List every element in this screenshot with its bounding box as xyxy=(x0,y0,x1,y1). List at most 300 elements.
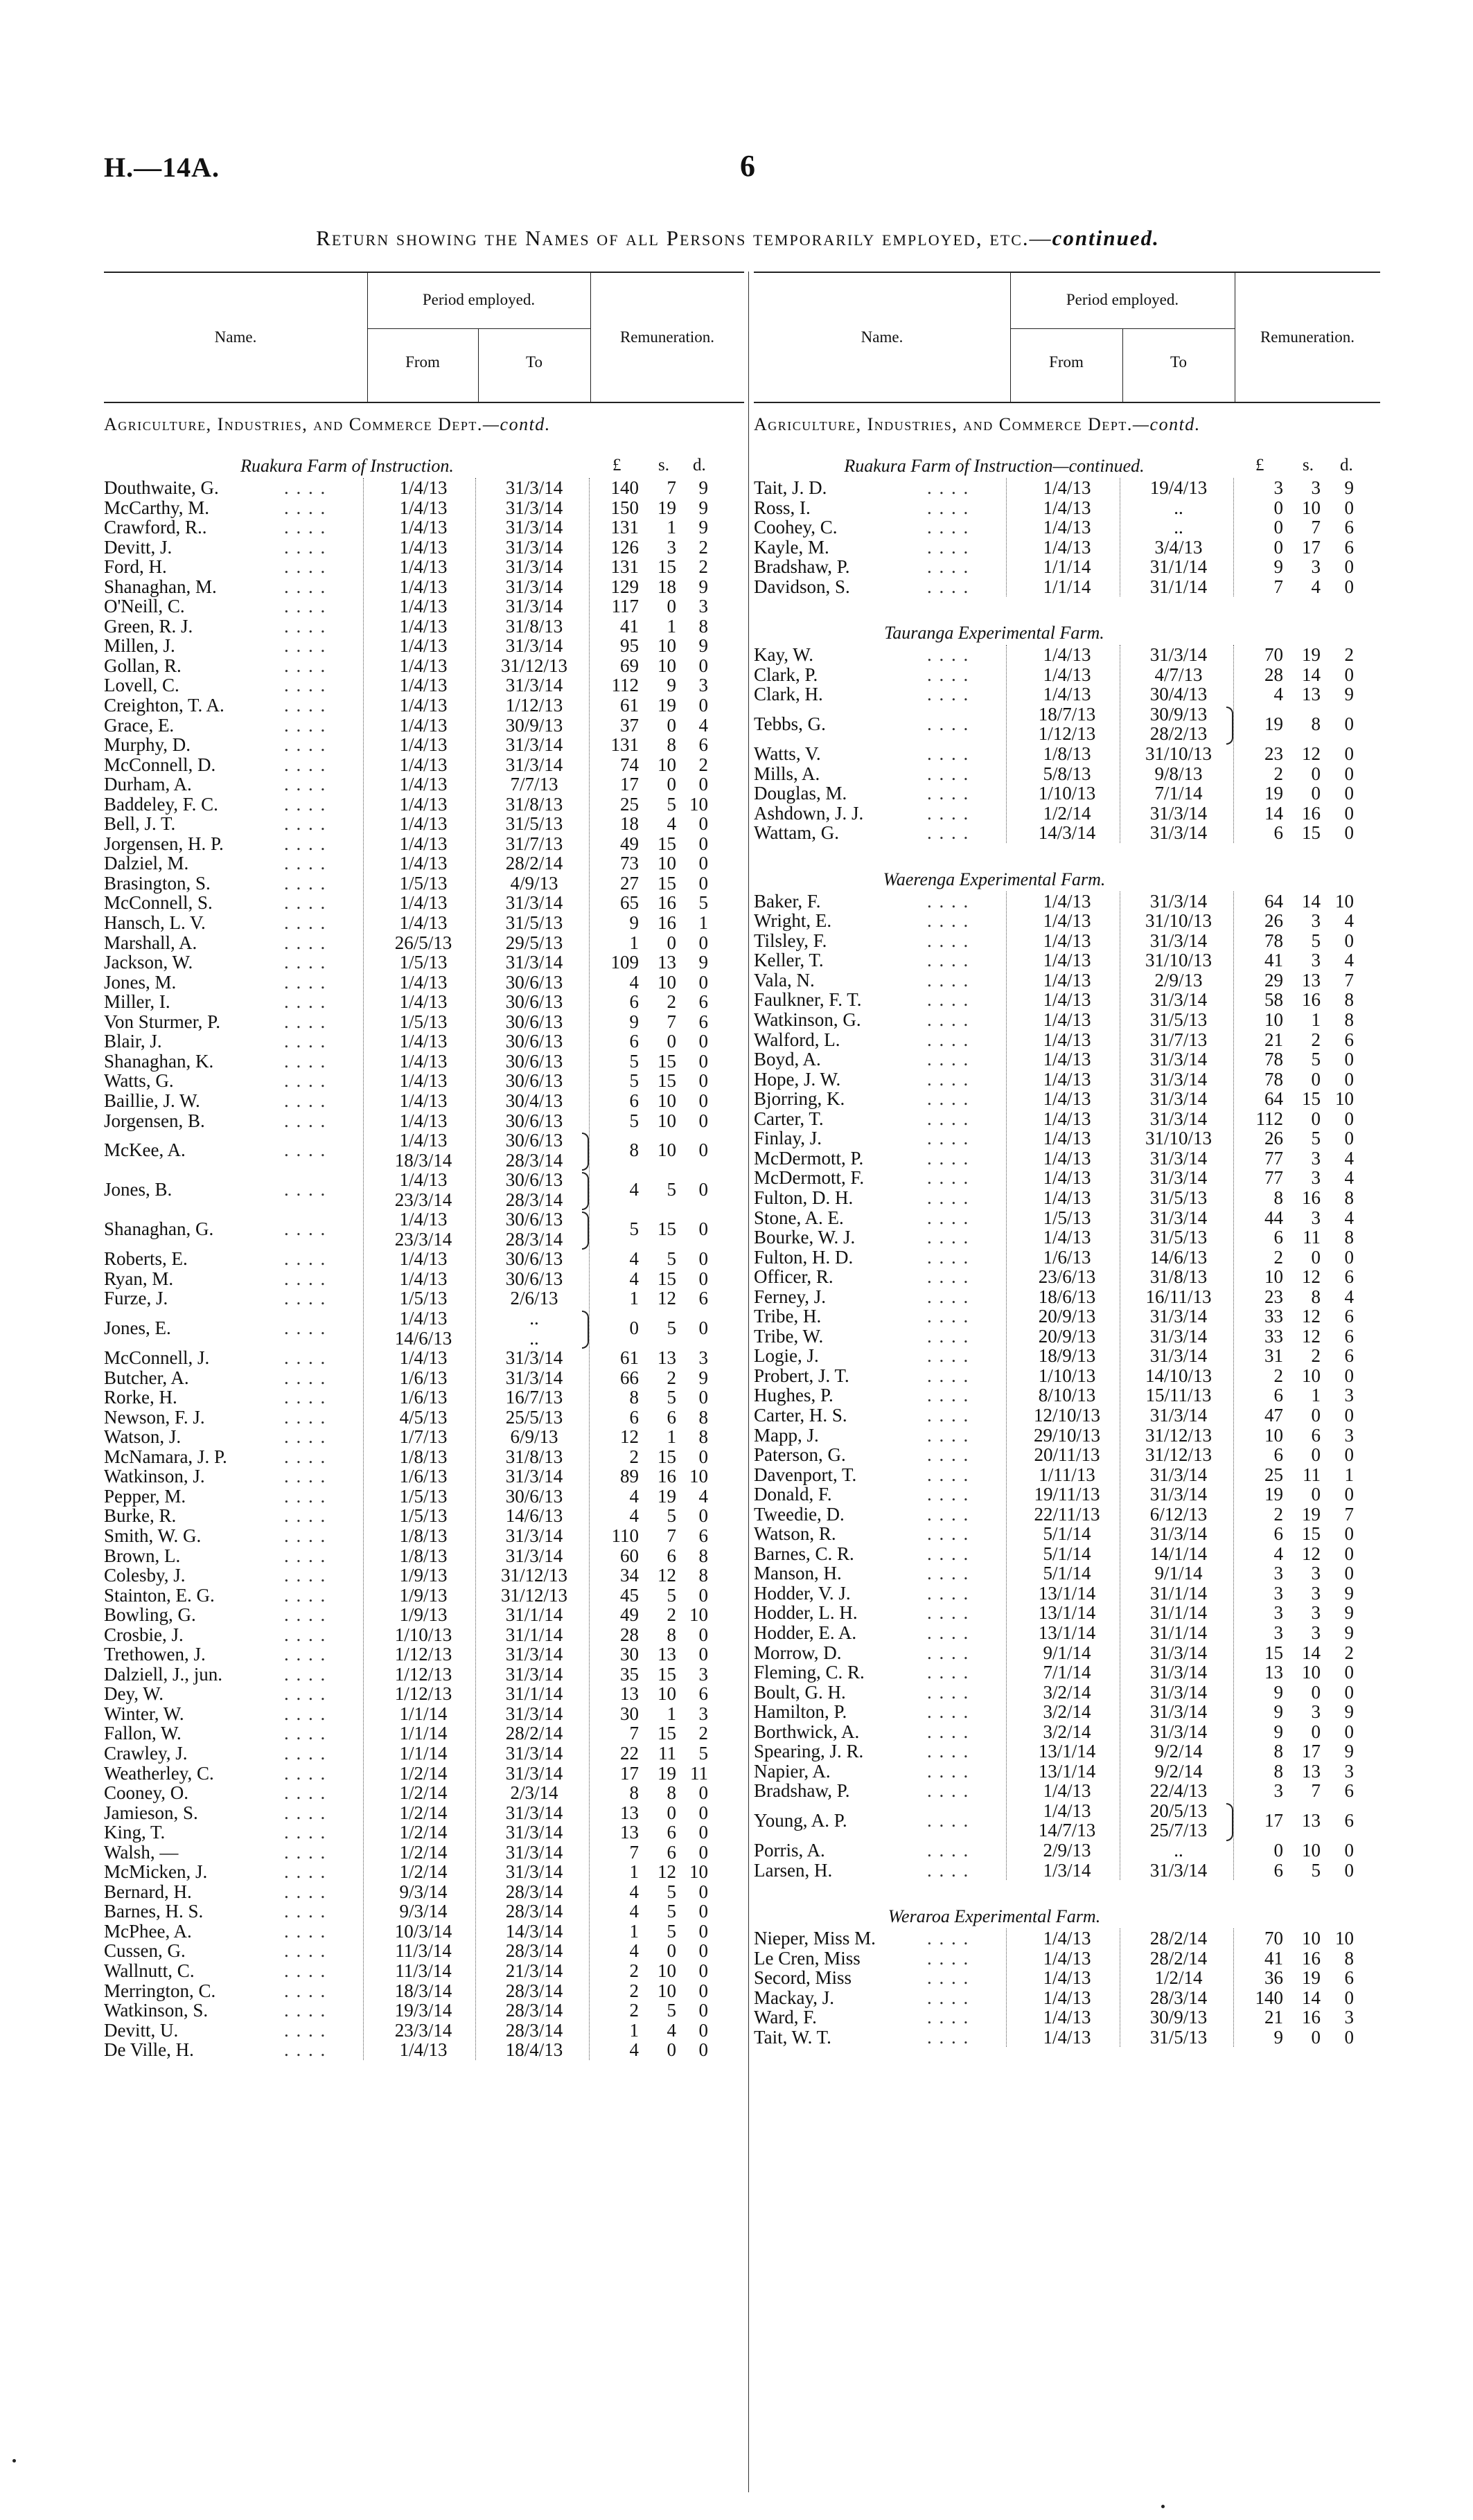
pence: 8 xyxy=(1344,1947,1354,1969)
leader-dots: . . . . xyxy=(927,2026,970,2048)
pounds: 110 xyxy=(611,1525,639,1546)
period-from: 1/4/13 xyxy=(1043,1167,1091,1189)
table-row xyxy=(754,1208,1380,1228)
table-row xyxy=(104,1723,744,1743)
shillings: 3 xyxy=(1311,1602,1321,1624)
pounds: 126 xyxy=(610,536,639,558)
employee-name: Keller, T. xyxy=(754,950,824,971)
shillings: 10 xyxy=(658,853,676,874)
shillings: 0 xyxy=(667,714,676,736)
pounds: 13 xyxy=(620,1802,639,1823)
period-to: 28/2/14 xyxy=(1149,1928,1208,1949)
table-row xyxy=(754,744,1380,764)
shillings: 3 xyxy=(1311,1582,1321,1604)
table-row xyxy=(754,1326,1380,1347)
pence: 8 xyxy=(1344,1009,1354,1031)
employee-name: Carter, T. xyxy=(754,1108,824,1129)
table-row xyxy=(104,795,744,815)
period-to: 31/3/14 xyxy=(505,1743,563,1764)
employee-name: Fulton, H. D. xyxy=(754,1246,854,1268)
shillings: 14 xyxy=(1302,1987,1321,2008)
shillings: 3 xyxy=(1311,1701,1321,1723)
period-to: 28/2/14 xyxy=(1149,1947,1208,1969)
employee-name: Davenport, T. xyxy=(754,1464,857,1485)
pence: 0 xyxy=(698,1031,708,1052)
shillings: 3 xyxy=(1311,910,1321,932)
pence: 0 xyxy=(1344,713,1354,734)
shillings: 11 xyxy=(1303,1227,1321,1248)
period-to: 2/3/14 xyxy=(510,1782,558,1804)
table-row xyxy=(104,1882,744,1902)
shillings: 10 xyxy=(658,1683,676,1705)
period-from: 1/10/13 xyxy=(1038,1365,1096,1386)
pounds: 78 xyxy=(1264,930,1283,951)
period-from: 1/1/14 xyxy=(1043,556,1091,578)
leader-dots: . . . . xyxy=(927,1246,970,1268)
pence: 0 xyxy=(1344,1444,1354,1466)
period-to: 31/5/13 xyxy=(1149,1227,1208,1248)
period-from: 1/1/14 xyxy=(399,1723,448,1744)
table-row xyxy=(754,1128,1380,1148)
farm-name: Ruakura Farm of Instruction—continued. xyxy=(844,456,1145,476)
period-column-header: Period employed. xyxy=(1066,291,1179,308)
pounds: 13 xyxy=(620,1822,639,1843)
pence: 6 xyxy=(1344,536,1354,558)
period-to: 31/3/14 xyxy=(1149,1859,1208,1881)
period-to: 31/3/14 xyxy=(505,517,563,538)
pence: 5 xyxy=(698,892,708,914)
table-row xyxy=(754,931,1380,951)
leader-dots: . . . . xyxy=(927,1167,970,1189)
period-to: 28/3/14 xyxy=(1149,1987,1208,2008)
column-rule xyxy=(363,478,364,2060)
table-row xyxy=(104,1704,744,1724)
table-row xyxy=(754,1623,1380,1643)
shillings: 16 xyxy=(1302,2007,1321,2028)
leader-dots: . . . . xyxy=(284,1980,327,2001)
leader-dots: . . . . xyxy=(284,576,327,597)
pounds: 61 xyxy=(620,1347,639,1369)
pence: 0 xyxy=(698,1644,708,1665)
employee-name: Smith, W. G. xyxy=(104,1525,202,1546)
period-from: 1/4/13 xyxy=(399,912,448,934)
shillings: 7 xyxy=(1311,517,1321,538)
pence: 10 xyxy=(689,1604,708,1626)
period-from: 1/12/13 xyxy=(394,1683,452,1705)
period-from: 4/5/13 xyxy=(399,1406,448,1428)
employee-name: Mackay, J. xyxy=(754,1987,834,2008)
period-from: 1/5/13 xyxy=(399,1485,448,1507)
employee-name: Brown, L. xyxy=(104,1545,181,1566)
table-row xyxy=(754,1248,1380,1268)
table-row xyxy=(104,1031,744,1052)
table-row xyxy=(104,992,744,1012)
employee-name: Stone, A. E. xyxy=(754,1207,844,1228)
shillings: 0 xyxy=(667,774,676,795)
employee-name: Boult, G. H. xyxy=(754,1681,846,1703)
table-row xyxy=(754,1306,1380,1326)
leader-dots: . . . . xyxy=(284,1466,327,1487)
period-to: 31/10/13 xyxy=(1145,910,1212,932)
column-rule xyxy=(589,478,590,2060)
leader-dots: . . . . xyxy=(927,1424,970,1446)
pounds: 6 xyxy=(1273,1444,1283,1466)
period-to: 31/8/13 xyxy=(1149,1266,1208,1288)
table-row xyxy=(754,1089,1380,1109)
table-row xyxy=(754,911,1380,931)
period-to: 31/10/13 xyxy=(1145,1128,1212,1149)
period-to: 31/5/13 xyxy=(1149,1187,1208,1208)
pounds-symbol: £ xyxy=(612,456,621,474)
farm-subheading xyxy=(754,1904,1380,1928)
pounds: 6 xyxy=(1273,1859,1283,1881)
pounds: 41 xyxy=(620,615,639,637)
table-row xyxy=(754,1070,1380,1090)
period-from: 13/1/14 xyxy=(1038,1760,1096,1782)
employee-name: Dey, W. xyxy=(104,1683,164,1705)
leader-dots: . . . . xyxy=(284,1347,327,1369)
period-from: 1/4/13 xyxy=(399,1307,448,1329)
period-from: 22/11/13 xyxy=(1034,1503,1100,1525)
section-gap xyxy=(754,596,1380,620)
period-to: 30/6/13 xyxy=(505,991,563,1013)
leader-dots: . . . . xyxy=(284,675,327,696)
table-row xyxy=(104,577,744,597)
farm-subheading xyxy=(754,453,1380,478)
pounds: 2 xyxy=(1273,763,1283,784)
period-to: 28/2/14 xyxy=(505,1723,563,1744)
pence: 9 xyxy=(1344,1602,1354,1624)
period-from: 1/4/13 xyxy=(399,1347,448,1369)
leader-dots: . . . . xyxy=(284,1031,327,1052)
employee-name: Douthwaite, G. xyxy=(104,477,219,498)
pounds: 37 xyxy=(620,714,639,736)
employee-name: Marshall, A. xyxy=(104,932,197,953)
pence: 0 xyxy=(1344,576,1354,597)
employee-name: Spearing, J. R. xyxy=(754,1741,864,1762)
table-row xyxy=(754,1583,1380,1604)
pence: 8 xyxy=(698,1565,708,1586)
leader-dots: . . . . xyxy=(284,1406,327,1428)
employee-name: Clark, H. xyxy=(754,684,823,705)
grouping-brace xyxy=(582,1212,589,1250)
pounds: 8 xyxy=(629,1387,639,1408)
period-from: 1/4/13 xyxy=(399,1130,448,1151)
pounds: 30 xyxy=(620,1644,639,1665)
employee-name: Davidson, S. xyxy=(754,576,850,597)
table-row xyxy=(104,1803,744,1823)
table-row xyxy=(754,823,1380,843)
period-from: 1/4/13 xyxy=(1043,1967,1091,1989)
to-column-header: To xyxy=(526,353,543,371)
pounds: 64 xyxy=(1264,1088,1283,1110)
period-to: 14/6/13 xyxy=(1149,1246,1208,1268)
leader-dots: . . . . xyxy=(927,1325,970,1347)
employee-name: Logie, J. xyxy=(754,1345,819,1367)
from-column-header: From xyxy=(405,353,440,371)
period-to: 25/5/13 xyxy=(505,1406,563,1428)
table-row xyxy=(754,1168,1380,1188)
period-from: 1/4/13 xyxy=(399,675,448,696)
table-row xyxy=(754,1465,1380,1485)
leader-dots: . . . . xyxy=(284,1762,327,1784)
table-row xyxy=(754,970,1380,991)
period-from: 1/4/13 xyxy=(1043,1780,1091,1802)
shillings: 5 xyxy=(667,1881,676,1902)
pence: 10 xyxy=(689,1466,708,1487)
employee-name: Tilsley, F. xyxy=(754,930,827,951)
leader-dots: . . . . xyxy=(284,536,327,558)
leader-dots: . . . . xyxy=(927,1365,970,1386)
employee-name: Green, R. J. xyxy=(104,615,193,637)
pounds: 4 xyxy=(629,1505,639,1527)
leader-dots: . . . . xyxy=(284,1743,327,1764)
table-row xyxy=(104,834,744,854)
pence: 0 xyxy=(1344,802,1354,824)
pence: 0 xyxy=(698,1070,708,1092)
period-to: 31/3/14 xyxy=(1149,1068,1208,1090)
shillings: 5 xyxy=(1311,1049,1321,1070)
leader-dots: . . . . xyxy=(284,1110,327,1131)
shillings: 16 xyxy=(658,912,676,934)
table-row xyxy=(104,1684,744,1704)
employee-name: Douglas, M. xyxy=(754,783,847,804)
employee-name: Walford, L. xyxy=(754,1029,840,1050)
leader-dots: . . . . xyxy=(284,1920,327,1942)
employee-name: Donald, F. xyxy=(754,1484,832,1505)
farm-name: Ruakura Farm of Instruction. xyxy=(240,456,454,476)
period-to: .. xyxy=(1174,497,1183,518)
leader-dots: . . . . xyxy=(284,1317,327,1338)
table-row xyxy=(104,1111,744,1131)
employee-name: Tebbs, G. xyxy=(754,713,826,734)
shillings: 3 xyxy=(1311,950,1321,971)
table-row xyxy=(754,1741,1380,1762)
employee-name: Nieper, Miss M. xyxy=(754,1928,876,1949)
pounds: 1 xyxy=(629,1920,639,1942)
period-to: 30/6/13 xyxy=(505,1031,563,1052)
pence: 6 xyxy=(698,1525,708,1546)
employee-name: Barnes, C. R. xyxy=(754,1543,854,1564)
period-from: 1/4/13 xyxy=(399,991,448,1013)
table-row xyxy=(104,2000,744,2021)
pounds: 41 xyxy=(1264,1947,1283,1969)
employee-name: Tait, W. T. xyxy=(754,2026,831,2048)
employee-name: Bowling, G. xyxy=(104,1604,196,1626)
shillings: 15 xyxy=(1302,822,1321,844)
period-from: 1/4/13 xyxy=(1043,1227,1091,1248)
header-divider xyxy=(367,328,590,329)
employee-name: Vala, N. xyxy=(754,969,815,991)
table-row xyxy=(104,913,744,933)
employee-name: Brasington, S. xyxy=(104,872,211,894)
shillings: 0 xyxy=(1311,2026,1321,2048)
table-row xyxy=(754,517,1380,538)
employee-name: Merrington, C. xyxy=(104,1980,216,2001)
pence: 0 xyxy=(1344,1484,1354,1505)
leader-dots: . . . . xyxy=(284,952,327,973)
period-from: 1/4/13 xyxy=(399,1268,448,1289)
right-column xyxy=(754,272,1380,2047)
department-name: Agriculture, Industries, and Commerce Dept. xyxy=(754,414,1133,434)
employee-name: Kayle, M. xyxy=(754,536,829,558)
period-to: 30/9/13 xyxy=(1149,2007,1208,2028)
pounds: 9 xyxy=(629,1011,639,1032)
pence: 0 xyxy=(698,655,708,676)
period-to: 31/3/14 xyxy=(1149,1404,1208,1426)
period-to: 4/7/13 xyxy=(1154,664,1203,685)
employee-name: Mapp, J. xyxy=(754,1424,819,1446)
table-row xyxy=(754,1366,1380,1386)
shillings: 0 xyxy=(667,596,676,617)
employee-name: Fleming, C. R. xyxy=(754,1662,865,1683)
pounds: 5 xyxy=(629,1070,639,1092)
pence: 9 xyxy=(1344,1582,1354,1604)
table-row xyxy=(754,1267,1380,1287)
shillings: 12 xyxy=(658,1565,676,1586)
pounds: 9 xyxy=(1273,1681,1283,1703)
period-to: 31/3/14 xyxy=(505,497,563,518)
leader-dots: . . . . xyxy=(927,1088,970,1110)
employee-name: Ashdown, J. J. xyxy=(754,802,864,824)
pence: 0 xyxy=(1344,1721,1354,1742)
pounds: 49 xyxy=(620,1604,639,1626)
shillings: 15 xyxy=(658,1723,676,1744)
leader-dots: . . . . xyxy=(927,517,970,538)
pence: 6 xyxy=(698,734,708,756)
period-from: 3/2/14 xyxy=(1043,1721,1091,1742)
pence: 0 xyxy=(1344,1049,1354,1070)
table-row xyxy=(104,1586,744,1606)
shillings: 15 xyxy=(658,1070,676,1092)
leader-dots: . . . . xyxy=(927,497,970,518)
pence-symbol: d. xyxy=(693,456,706,474)
pence: 3 xyxy=(698,596,708,617)
leader-dots: . . . . xyxy=(927,1108,970,1129)
right-department-heading xyxy=(754,403,1380,453)
pence: 6 xyxy=(1344,1266,1354,1288)
table-row xyxy=(104,656,744,676)
leader-dots: . . . . xyxy=(284,1485,327,1507)
pounds: 4 xyxy=(629,1940,639,1962)
period-from: 1/4/13 xyxy=(399,477,448,498)
period-to: 31/1/14 xyxy=(505,1683,563,1705)
pence: 0 xyxy=(698,1624,708,1645)
period-from: 18/9/13 xyxy=(1038,1345,1096,1367)
employee-name: Morrow, D. xyxy=(754,1642,842,1663)
pounds: 23 xyxy=(1264,743,1283,765)
pounds: 21 xyxy=(1264,2007,1283,2028)
pence: 0 xyxy=(698,813,708,835)
period-to: 20/5/13 xyxy=(1149,1800,1208,1821)
shillings: 6 xyxy=(667,1822,676,1843)
shillings: 10 xyxy=(1302,1928,1321,1949)
pounds: 78 xyxy=(1264,1049,1283,1070)
employee-name: Butcher, A. xyxy=(104,1367,189,1388)
leader-dots: . . . . xyxy=(927,664,970,685)
pounds-symbol: £ xyxy=(1255,456,1264,474)
table-row xyxy=(754,1861,1380,1881)
pence: 4 xyxy=(1344,1286,1354,1307)
pence: 0 xyxy=(1344,556,1354,578)
period-to: 31/1/14 xyxy=(505,1624,563,1645)
table-row xyxy=(104,1348,744,1368)
period-to: 31/3/14 xyxy=(505,1762,563,1784)
employee-name: Shanaghan, M. xyxy=(104,576,217,597)
employee-name: Probert, J. T. xyxy=(754,1365,849,1386)
pence: 0 xyxy=(1344,497,1354,518)
shillings: 10 xyxy=(658,655,676,676)
period-from: 1/12/13 xyxy=(394,1663,452,1685)
period-to: 31/3/14 xyxy=(1149,1207,1208,1228)
table-row xyxy=(754,1781,1380,1801)
table-row xyxy=(104,1288,744,1308)
shillings: 0 xyxy=(667,1802,676,1823)
pence: 0 xyxy=(698,833,708,854)
table-row xyxy=(754,1010,1380,1030)
leader-dots: . . . . xyxy=(927,783,970,804)
shillings: 14 xyxy=(1302,1642,1321,1663)
pounds: 78 xyxy=(1264,1068,1283,1090)
shillings: 17 xyxy=(1302,536,1321,558)
pence: 7 xyxy=(1344,969,1354,991)
pounds: 6 xyxy=(1273,822,1283,844)
period-from: 23/6/13 xyxy=(1038,1266,1096,1288)
shillings: 14 xyxy=(1302,890,1321,912)
period-from: 1/4/13 xyxy=(1043,1049,1091,1070)
employee-name: Pepper, M. xyxy=(104,1485,186,1507)
leader-dots: . . . . xyxy=(927,969,970,991)
leader-dots: . . . . xyxy=(284,991,327,1013)
employee-name: Newson, F. J. xyxy=(104,1406,205,1428)
period-from: 1/4/13 xyxy=(399,971,448,993)
table-row xyxy=(754,1287,1380,1307)
pounds: 26 xyxy=(1264,910,1283,932)
period-to: 2/9/13 xyxy=(1154,969,1203,991)
employee-name: Hodder, E. A. xyxy=(754,1622,857,1643)
employee-name: Watkinson, J. xyxy=(104,1466,205,1487)
period-from: 1/4/13 xyxy=(1043,664,1091,685)
employee-name: Clark, P. xyxy=(754,664,818,685)
table-row xyxy=(104,1783,744,1803)
pence: 0 xyxy=(1344,1068,1354,1090)
shillings: 13 xyxy=(658,1644,676,1665)
pounds: 8 xyxy=(629,1139,639,1161)
period-to: 31/3/14 xyxy=(1149,1088,1208,1110)
pounds: 70 xyxy=(1264,1928,1283,1949)
pence: 8 xyxy=(698,1426,708,1448)
period-to: 9/8/13 xyxy=(1154,763,1203,784)
leader-dots: . . . . xyxy=(284,1565,327,1586)
pounds: 13 xyxy=(620,1683,639,1705)
leader-dots: . . . . xyxy=(284,813,327,835)
leader-dots: . . . . xyxy=(927,1266,970,1288)
shillings: 0 xyxy=(667,2039,676,2061)
pounds: 6 xyxy=(629,1090,639,1111)
pence: 8 xyxy=(1344,1187,1354,1208)
table-row xyxy=(104,1981,744,2001)
leader-dots: . . . . xyxy=(284,497,327,518)
leader-dots: . . . . xyxy=(927,713,970,734)
period-from: 14/6/13 xyxy=(394,1327,452,1349)
pounds: 70 xyxy=(1264,644,1283,666)
employee-name: Hodder, L. H. xyxy=(754,1602,858,1624)
pounds: 1 xyxy=(629,1861,639,1883)
pence: 0 xyxy=(698,1268,708,1289)
period-to: 1/2/14 xyxy=(1154,1967,1203,1989)
employee-name: Faulkner, F. T. xyxy=(754,989,862,1011)
pence: 9 xyxy=(698,952,708,973)
